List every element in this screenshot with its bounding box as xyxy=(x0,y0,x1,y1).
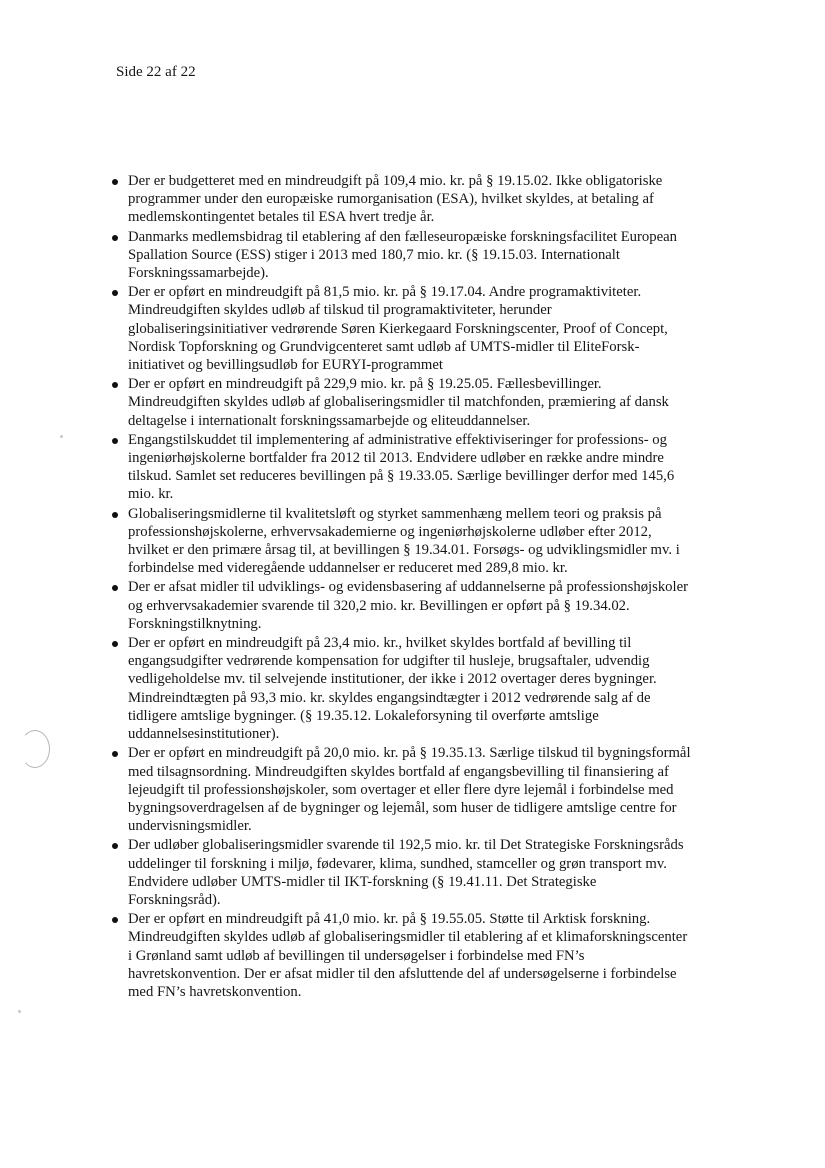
bullet-dot-icon xyxy=(112,512,118,518)
bullet-text: Der er opført en mindreudgift på 81,5 mio. kr. på § 19.17.04. Andre programaktiviteter. Mindreudgiften skyldes udløb af tilskud til programaktiviteter, herunder globaliseringsinitiativer vedrørende Søren Kierkegaard Forskningscenter, Proof of Concept, Nordisk Topforskning og Grundvigcenteret samt udløb af UMTS-midler til EliteForsk-initiativet og bevillingsudløb for EURYI-programmet xyxy=(128,284,668,374)
bullet-dot-icon xyxy=(112,843,118,849)
bullet-text: Der er opført en mindreudgift på 41,0 mio. kr. på § 19.55.05. Støtte til Arktisk forskning. Mindreudgiften skyldes udløb af globaliseringsmidler til etablering af et klimaforskningscenter i Grønland samt udløb af bevillingen til undersøgelser i forbindelse med FN’s havretskonvention. Der er afsat midler til den afsluttende del af undersøgelserne i forbindelse med FN’s havretskonvention. xyxy=(128,911,688,1000)
bullet-text: Der er budgetteret med en mindreudgift på 109,4 mio. kr. på § 19.15.02. Ikke obligatoriske programmer under den europæiske rumorganisation (ESA), hvilket skyldes, at betaling af medlemskontingentet betales til ESA hvert tredje år. xyxy=(128,173,663,226)
page-number-header: Side 22 af 22 xyxy=(116,64,196,80)
bullet-item-lokaleforsyning xyxy=(92,634,692,743)
bullet-item-evidensbasering xyxy=(92,578,692,633)
scan-speck xyxy=(60,435,63,438)
bullet-dot-icon xyxy=(112,641,118,647)
bullet-item-programaktiviteter xyxy=(92,283,692,374)
bullet-dot-icon xyxy=(112,179,118,185)
bullet-dot-icon xyxy=(112,290,118,296)
bullet-text: Der er opført en mindreudgift på 23,4 mio. kr., hvilket skyldes bortfald af bevilling til engangsudgifter vedrørende kompensation for udgifter til husleje, brugsaftaler, udvendig vedligeholdelse mv. til selvejende institutioner, der ikke i 2012 overtager deres bygninger. Mindreindtægten på 93,3 mio. kr. skyldes engangsindtægter i 2012 vedrørende salg af de tidligere amtslige bygninger. (§ 19.35.12. Lokaleforsyning til overførte amtslige uddannelsesinstitutioner). xyxy=(128,635,657,743)
bullet-dot-icon xyxy=(112,438,118,444)
bullet-list xyxy=(92,172,692,1002)
bullet-dot-icon xyxy=(112,382,118,388)
bullet-item-strategiske-forskningsraad xyxy=(92,836,692,909)
bullet-text: Der er afsat midler til udviklings- og evidensbasering af uddannelserne på professionshøjskoler og erhvervsakademier svarende til 320,2 mio. kr. Bevillingen er opført på § 19.34.02. Forskningstilknytning. xyxy=(128,579,689,632)
bullet-text: Engangstilskuddet til implementering af administrative effektiviseringer for professions- og ingeniørhøjskolerne bortfalder fra 2012 til 2013. Endvidere udløber en række andre mindre tilskud. Samlet set reduceres bevillingen på § 19.33.05. Særlige bevillinger derfor med 145,6 mio. kr. xyxy=(128,431,675,503)
bullet-item-globaliseringsmidler xyxy=(92,505,692,578)
bullet-text: Globaliseringsmidlerne til kvalitetsløft og styrket sammenhæng mellem teori og praksis på professionshøjskolerne, erhvervsakademierne og ingeniørhøjskolerne udløber efter 2012, hvilket er den primære årsag til, at bevillingen § 19.34.01. Forsøgs- og udviklingsmidler mv. i forbindelse med videregående uddannelser er reduceret med 289,8 mio. kr. xyxy=(128,505,680,577)
bullet-dot-icon xyxy=(112,917,118,923)
scan-speck xyxy=(18,1010,21,1013)
bullet-text: Der udløber globaliseringsmidler svarende til 192,5 mio. kr. til Det Strategiske Forskningsråds uddelinger til forskning i miljø, fødevarer, klima, sundhed, stamceller og grøn transport mv. Endvidere udløber UMTS-midler til IKT-forskning (§ 19.41.11. Det Strategiske Forskningsråd). xyxy=(128,837,684,908)
bullet-text: Der er opført en mindreudgift på 20,0 mio. kr. på § 19.35.13. Særlige tilskud til bygningsformål med tilsagnsordning. Mindreudgiften skyldes bortfald af engangsbevilling til finansiering af lejeudgift til professionshøjskoler, som overtager et eller flere dyre lejemål i forbindelse med bygningsoverdragelsen af de bygninger og lejemål, som huser de tidligere amtslige centre for undervisningsmidler. xyxy=(128,745,691,835)
bullet-item-bygningsformaal xyxy=(92,744,692,835)
bullet-item-engangstilskud xyxy=(92,431,692,504)
bullet-item-budget-esa xyxy=(92,172,692,227)
bullet-item-arktisk-forskning xyxy=(92,910,692,1001)
bullet-dot-icon xyxy=(112,235,118,241)
hole-punch-mark xyxy=(20,730,50,768)
bullet-item-faellesbevillinger xyxy=(92,375,692,430)
bullet-item-ess xyxy=(92,228,692,283)
bullet-text: Danmarks medlemsbidrag til etablering af den fælleseuropæiske forskningsfacilitet European Spallation Source (ESS) stiger i 2013 med 180,7 mio. kr. (§ 19.15.03. Internationalt Forskningssamarbejde). xyxy=(128,228,677,282)
bullet-text: Der er opført en mindreudgift på 229,9 mio. kr. på § 19.25.05. Fællesbevillinger. Mindreudgiften skyldes udløb af globaliseringsmidler til matchfonden, præmiering af dansk deltagelse i internationalt forskningssamarbejde og eliteuddannelser. xyxy=(128,376,669,429)
bullet-dot-icon xyxy=(112,585,118,591)
bullet-dot-icon xyxy=(112,751,118,757)
